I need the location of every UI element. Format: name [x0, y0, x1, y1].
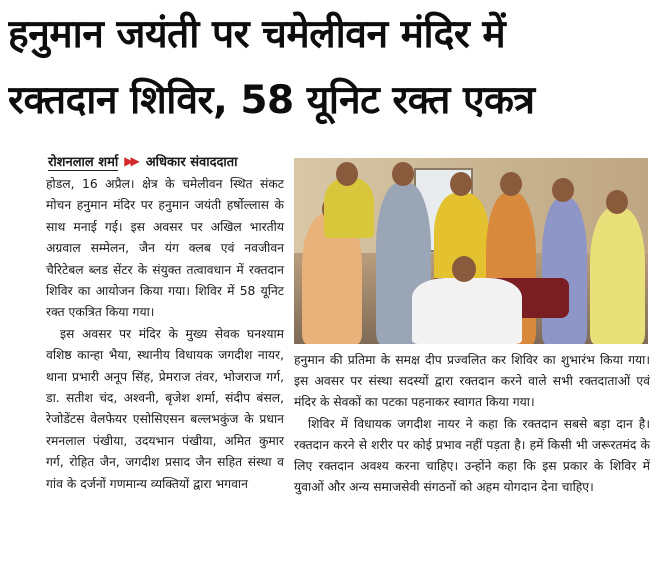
headline — [8, 2, 656, 134]
photo-person-head — [606, 190, 628, 214]
paragraph-4: शिविर में विधायक जगदीश नायर ने कहा कि रक्तदान सबसे बड़ा दान है। रक्तदान करने से शरीर पर कोई प्रभाव नहीं पड़ता है। हमें किसी भी जरूरतमंद के लिए रक्तदान अवश्य करना चाहिए। उन्होंने कहा कि इस प्रकार के शिविर में युवाओं और अन्य समाजसेवी संगठनों को अहम योगदान देना चाहिए। — [294, 417, 650, 494]
photo-donor-head — [452, 256, 476, 282]
byline — [48, 152, 238, 170]
photo-person — [590, 208, 645, 344]
news-photo — [294, 158, 648, 344]
photo-person — [542, 198, 587, 344]
photo-person-head — [336, 162, 358, 186]
photo-person — [324, 178, 374, 238]
paragraph-3: हनुमान की प्रतिमा के समक्ष दीप प्रज्वलित कर शिविर का शुभारंभ किया गया। इस अवसर पर संस्था सदस्यों द्वारा रक्तदान करने वाले सभी रक्तदाताओं एवं मंदिर के सेवकों का पटका पहनाकर स्वागत किया गया। — [294, 353, 650, 409]
photo-person-head — [392, 162, 414, 186]
photo-donor — [412, 278, 522, 344]
article-column-right — [294, 350, 650, 498]
byline-role: अधिकार संवाददाता — [145, 155, 238, 170]
byline-author: रोशनलाल शर्मा — [48, 152, 118, 171]
photo-person-head — [552, 178, 574, 202]
byline-arrow-icon: ▶▶ — [124, 154, 137, 168]
paragraph-2: इस अवसर पर मंदिर के मुख्य सेवक घनश्याम वशिष्ठ कान्हा भैया, स्थानीय विधायक जगदीश नायर, थाना प्रभारी अनूप सिंह, प्रेमराज तंवर, भोजराज गर्ग, डा. सतीश चंद, अश्वनी, बृजेश शर्मा, संदीप बंसल, रेजोडेंटस वेलफेयर एसोसिएसन बल्लभकुंज के प्रधान रमनलाल पंखीया, उदयभान पंखीया, अमित कुमार गर्ग, रोहित जैन, जगदीश प्रसाद जैन सहित संस्था व गांव के दर्जनों गणमान्य व्यक्तियों द्वारा भगवान — [46, 326, 284, 491]
article-column-left — [46, 174, 284, 495]
paragraph-1: होडल, 16 अप्रैल। क्षेत्र के चमेलीवन स्थित संकट मोचन हनुमान मंदिर पर हनुमान जयंती हर्षोल्लास के साथ मनाई गई। इस अवसर पर अखिल भारतीय अग्रवाल सम्मेलन, जैन यंग क्लब एवं नवजीवन चैरिटेबल ब्लड सेंटर के संयुक्त तत्वावधान में रक्तदान शिविर का आयोजन किया गया। शिविर में 58 यूनिट रक्त एकत्रित किया गया। — [46, 177, 284, 320]
headline-line-1: हनुमान जयंती पर चमेलीवन मंदिर में — [8, 12, 506, 57]
photo-person-head — [450, 172, 472, 196]
photo-person-head — [500, 172, 522, 196]
headline-line-2: रक्तदान शिविर, 58 यूनिट रक्त एकत्र — [8, 78, 535, 123]
